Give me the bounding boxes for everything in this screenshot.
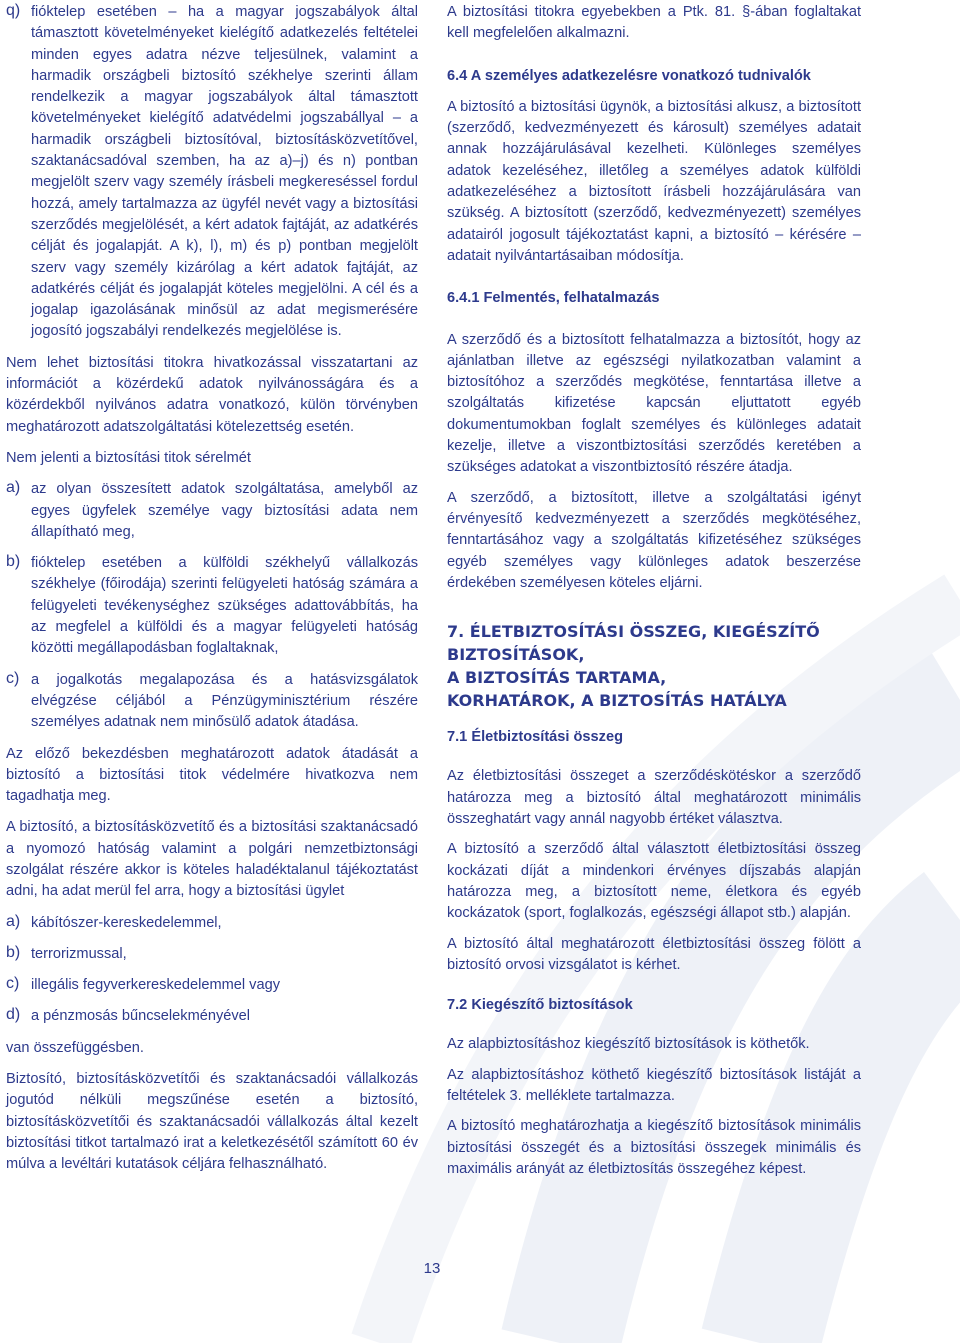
section-heading-6-4: 6.4 A személyes adatkezelésre vonatkozó tudnivalók [447,67,811,84]
chapter-heading-line: BIZTOSÍTÁSOK, [447,645,585,665]
paragraph: A biztosító által meghatározott életbiztosítási összeg fölött a biztosító orvosi vizsgálatot is kérhet. [447,935,861,973]
chapter-heading-line: KORHATÁROK, A BIZTOSÍTÁS HATÁLYA [447,691,787,711]
list-item [6,975,418,996]
list-item [6,1006,418,1027]
list-item [6,944,418,965]
list-label: a) [6,479,21,497]
page-number: 13 [423,1260,441,1277]
list-item [6,479,418,543]
left-column [6,2,418,1176]
list-label: c) [6,975,20,993]
section-heading-6-4-1: 6.4.1 Felmentés, felhatalmazás [447,290,660,307]
list-label: a) [6,912,21,930]
paragraph: A szerződő és a biztosított felhatalmazza a biztosítót, hogy az ajánlatban illetve az egészségi nyilatkozatban valamint a biztosítóhoz a szerződés megkötése, fenntartása illetve a szolgáltatás kifizetése kapcsán eljuttatott egyéb dokumentumokban foglalt személyes és különleges adatait kezelje, illetve a viszontbiztosítási szerződés keretében a szükséges adatokat a viszontbiztosító részére átadja. [447,331,861,476]
section-heading-7-2: 7.2 Kiegészítő biztosítások [447,997,633,1014]
list-text: fióktelep esetében a külföldi székhelyű vállalkozás székhelye (főirodája) szerinti felügyeleti hatóság számára a felügyeleti tevékenységhez szükséges adattovábbítás, ha az megfelel a külföldi és a magyar felügyeleti hatóság közötti megállapodásban foglaltaknak, [31,555,418,657]
list-text: kábítószer-kereskedelemmel, [31,914,222,931]
paragraph: A biztosítási titokra egyebekben a Ptk. 81. §-ában foglaltakat kell megfelelően alkalmazni. [447,4,861,42]
list-item [6,553,418,659]
list-item [6,670,418,734]
right-column [447,2,861,1180]
list-label: q) [6,2,21,19]
paragraph: A biztosító, a biztosításközvetítő és a biztosítási szaktanácsadó a nyomozó hatóság valamint a polgári nemzetbiztonsági szolgálat részére akkor is köteles haladéktalanul tájékoztatást adni, ha adat merül fel arra, hogy a biztosítási ügylet [6,819,418,900]
list-item [6,913,418,934]
paragraph: Biztosító, biztosításközvetítői és szaktanácsadói vállalkozás jogutód nélküli megszűnése esetén a biztosító, biztosításközvetítői és szaktanácsadói vállalkozás által kezelt biztosítási titkot tartalmazó irat a keletkezésétől számított 60 év múlva a levéltári kutatások céljára felhasználható. [6,1071,418,1173]
list-text: az olyan összesített adatok szolgáltatása, amelyből az egyes ügyfelek személye vagy biztosítási adata nem állapítható meg, [31,481,418,540]
list-label: c) [6,669,20,687]
paragraph: A biztosító a szerződő által választott életbiztosítási összeg kockázati díját a mindenkori érvényes díjszabás alapján határozza meg, a biztosított neme, életkora és egyéb kockázatok (sport, foglalkozás, egészségi állapot stb.) alapján. [447,841,861,922]
list-text: illegális fegyverkereskedelemmel vagy [31,977,281,994]
chapter-heading-line: A BIZTOSÍTÁS TARTAMA, [447,668,667,688]
list-label: d) [6,1006,21,1024]
paragraph: Az előző bekezdésben meghatározott adatok átadását a biztosító a biztosítási titok védelmére hivatkozva nem tagadhatja meg. [6,745,418,805]
paragraph: A biztosító a biztosítási ügynök, a biztosítási alkusz, a biztosított (szerződő, kedvezményezett és károsult) személyes adatait annak hozzájárulásával kezelheti. Különleges személyes adatok kezeléséhez, illetőleg a személyes adatok külföldi adatkezeléséhez a biztosított írásbeli hozzájárulására van szükség. A biztosított (szerződő, kedvezményezett) személyes adatairól jogosult tájékoztatást kapni, a biztosító – kérésére – adatait nyilvántartásaiban módosítja. [447,98,861,264]
list-label: b) [6,553,21,571]
paragraph: Az életbiztosítási összeget a szerződéskötéskor a szerződő határozza meg a biztosító által meghatározott minimális összeghatárt vagy annál nagyobb értéket választva. [447,768,861,828]
paragraph: Nem jelenti a biztosítási titok sérelmét [6,449,251,466]
chapter-heading-7 [447,620,861,712]
paragraph: van összefüggésben. [6,1039,144,1056]
list-text: a jogalkotás megalapozása és a hatásvizsgálatok elvégzése céljából a Pénzügyminisztérium részére személyes adatnak nem minősülő adatok átadása. [31,671,418,731]
paragraph: Az alapbiztosításhoz kiegészítő biztosítások is köthetők. [447,1036,810,1053]
paragraph: Az alapbiztosításhoz köthető kiegészítő biztosítások listáját a feltételek 3. melléklete tartalmazza. [447,1066,861,1104]
list-text: fióktelep esetében – ha a magyar jogszabályok által támasztott követelményeket kielégítő adatkezelés feltételei minden egyes adatra nézve teljesülnek, valamint a harmadik országbeli biztosító székhelye szerinti állam rendelkezik a magyar jogszabályok által támasztott követelményeket kielégítő adatvédelmi jogszabállyal – a harmadik országbeli biztosítóval, biztosításközvetítővel, szaktanácsadóval szemben, ha az a)–j) és n) pontban megjelölt szerv vagy személy írásbeli megkereséssel fordul hozzá, amely tartalmazza az ügyfél nevét vagy a biztosítási szerződés megjelölését, a kért adatok fajtáját, az adatkérés célját és jogalapját. A k), l), m) és p) pontban megjelölt szerv vagy személy kizárólag a kért adatok fajtáját, az adatkérés célját és jogalapját köteles megjelölni. A cél és a jogalap igazolásának minősül az adat megismerésére jogosító jogszabályi rendelkezés megjelölése is. [31,4,418,340]
list-label: b) [6,943,21,961]
paragraph: Nem lehet biztosítási titokra hivatkozással visszatartani az információt a közérdekű adatok nyilvánosságára és a közérdekből nyilvános adatra vonatkozó, külön törvényben meghatározott adatszolgáltatási kötelezettség esetén. [6,354,418,435]
paragraph: A szerződő, a biztosított, illetve a szolgáltatási igényt érvényesítő kedvezményezett a szerződés megkötéséhez, fenntartásához vagy a szolgáltatás kifizetéséhez szükséges egyéb személyes vagy különleges adatok beszerzése érdekében személyesen köteles eljárni. [447,489,861,591]
list-text: terrorizmussal, [31,945,127,962]
list-item-q [6,2,418,343]
list-text: a pénzmosás bűncselekményével [31,1008,251,1025]
paragraph: A biztosító meghatározhatja a kiegészítő biztosítások minimális biztosítási összegét és a biztosítási összegek minimális és maximális arányát az életbiztosítás összegéhez képest. [447,1118,861,1177]
section-heading-7-1: 7.1 Életbiztosítási összeg [447,729,623,746]
chapter-heading-line: 7. ÉLETBIZTOSÍTÁSI ÖSSZEG, KIEGÉSZÍTŐ [447,622,820,642]
